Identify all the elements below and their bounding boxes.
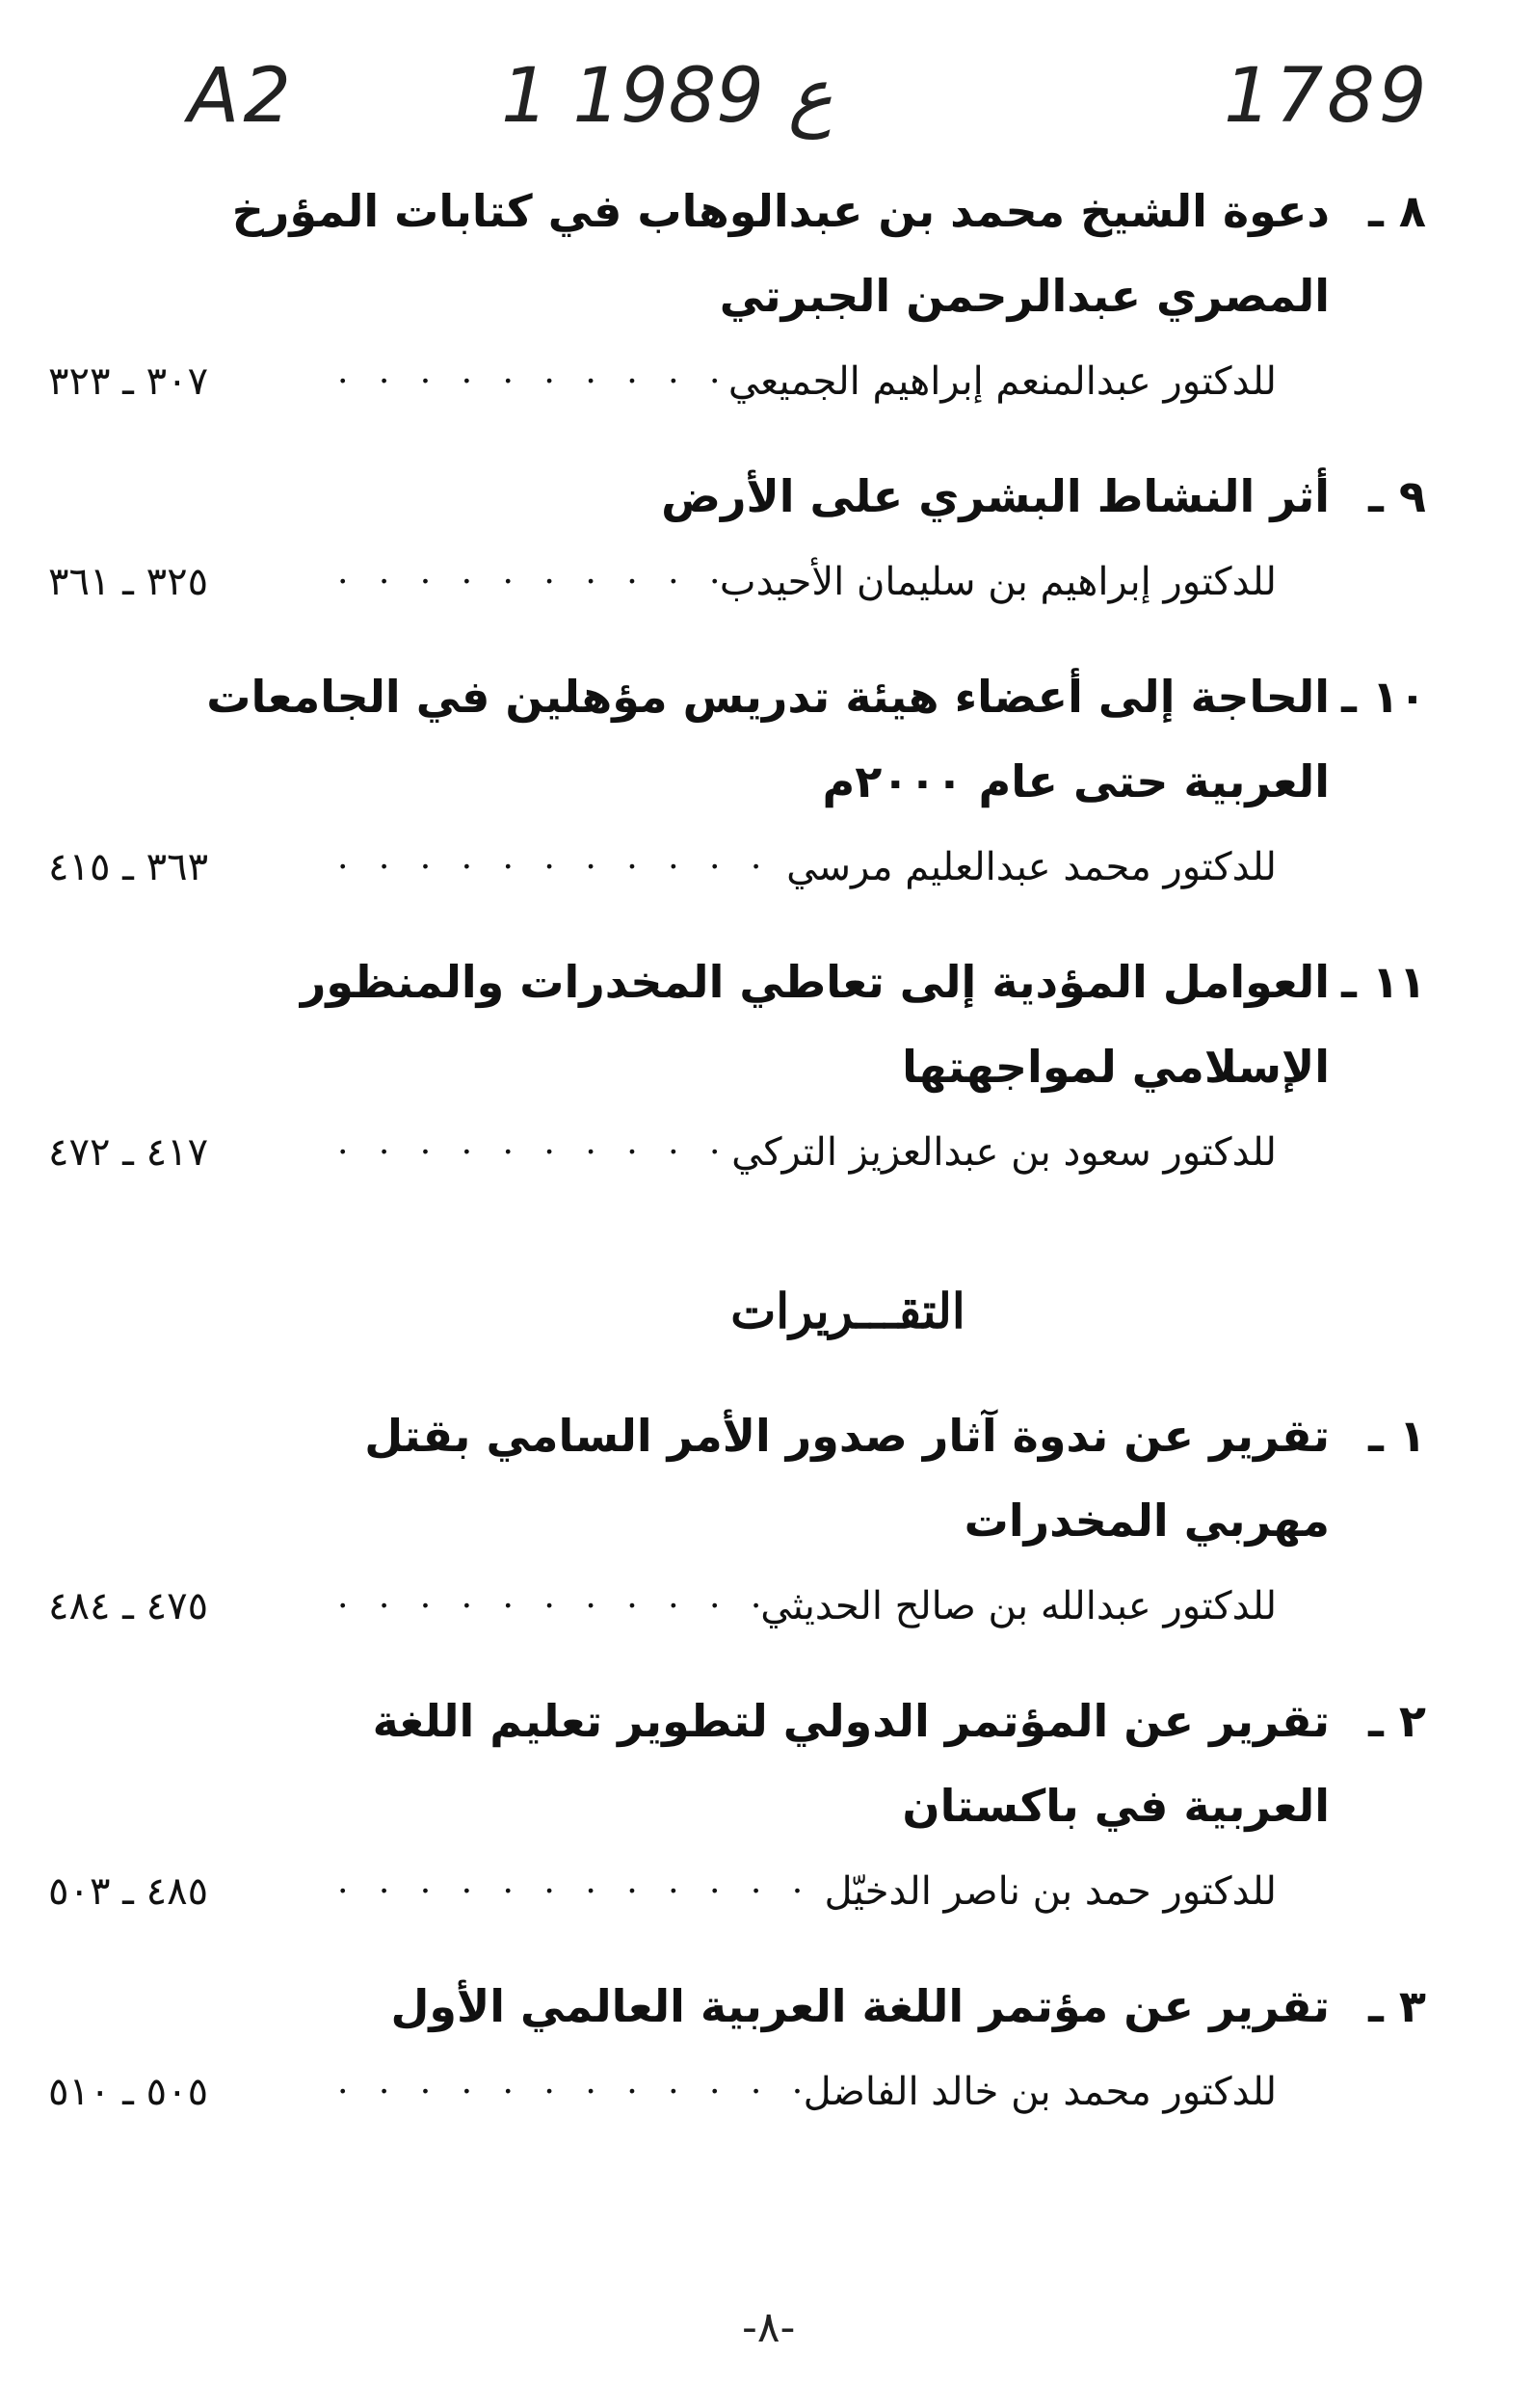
entry-pages: ٣٢٥ ـ ٣٦١ xyxy=(48,560,209,604)
entry-title-continued: المصري عبدالرحمن الجبرتي xyxy=(719,270,1330,322)
entry-pages: ٤١٧ ـ ٤٧٢ xyxy=(48,1130,209,1175)
entry-pages: ٣٦٣ ـ ٤١٥ xyxy=(48,845,209,889)
entry-title-line xyxy=(48,1964,1426,2049)
entry-author: للدكتور عبدالمنعم إبراهيم الجميعي xyxy=(727,359,1277,404)
leader-dots: . . . . . . . . . . xyxy=(337,352,730,391)
entry-author-line xyxy=(48,1109,1426,1196)
leader-dots: . . . . . . . . . . . . xyxy=(337,1862,813,1901)
entry-number: ٩ ـ xyxy=(1368,470,1426,522)
entry-number: ٨ ـ xyxy=(1368,185,1426,237)
entry-pages: ٣٠٧ ـ ٣٢٣ xyxy=(48,359,209,404)
entry-pages: ٥٠٥ ـ ٥١٠ xyxy=(48,2070,209,2114)
entry-title: أثر النشاط البشري على الأرض xyxy=(661,470,1330,522)
entry-title-continued: مهربي المخدرات xyxy=(964,1495,1330,1547)
table-of-contents xyxy=(48,169,1426,2135)
entry-author-line xyxy=(48,539,1426,625)
entry-author: للدكتور محمد عبدالعليم مرسي xyxy=(786,845,1277,889)
toc-entry-11 xyxy=(48,939,1426,1196)
entry-title-line xyxy=(48,1763,1426,1848)
handwritten-code-middle: 1 ع 1989 xyxy=(501,53,833,140)
leader-dots: . . . . . . . . . . . . xyxy=(337,2062,813,2102)
entry-number: ٢ ـ xyxy=(1368,1695,1426,1747)
entry-author: للدكتور إبراهيم بن سليمان الأحيدب xyxy=(719,560,1277,604)
entry-author: للدكتور عبدالله بن صالح الحديثي xyxy=(760,1584,1277,1628)
entry-title-continued: الإسلامي لمواجهتها xyxy=(902,1041,1330,1093)
toc-entry-10 xyxy=(48,654,1426,911)
entry-title-line xyxy=(48,1478,1426,1563)
leader-dots: . . . . . . . . . . . xyxy=(337,1576,772,1616)
report-entry-2 xyxy=(48,1679,1426,1935)
toc-entry-8 xyxy=(48,169,1426,425)
leader-dots: . . . . . . . . . . xyxy=(337,1123,730,1162)
entry-title-continued: العربية حتى عام ٢٠٠٠م xyxy=(822,755,1330,807)
toc-entry-9 xyxy=(48,454,1426,625)
entry-author-line xyxy=(48,824,1426,911)
report-entry-3 xyxy=(48,1964,1426,2135)
entry-title-continued: العربية في باكستان xyxy=(902,1780,1330,1832)
entry-title-line xyxy=(48,654,1426,739)
entry-title-line xyxy=(48,1679,1426,1763)
leader-dots: . . . . . . . . . . . xyxy=(337,837,772,877)
entry-title-line xyxy=(48,1393,1426,1478)
section-heading-reports: التقـــريرات xyxy=(730,1283,965,1339)
entry-author: للدكتور محمد بن خالد الفاضل xyxy=(803,2070,1277,2114)
entry-title: العوامل المؤدية إلى تعاطي المخدرات والمنظور xyxy=(300,956,1330,1008)
entry-author-line xyxy=(48,2049,1426,2135)
entry-number: ٣ ـ xyxy=(1368,1980,1426,2032)
leader-dots: . . . . . . . . . . xyxy=(337,552,730,592)
entry-number: ١ ـ xyxy=(1368,1410,1426,1462)
page-number: -٨- xyxy=(742,2303,796,2352)
entry-title: تقرير عن المؤتمر الدولي لتطوير تعليم اللغة xyxy=(372,1695,1330,1747)
entry-title-line xyxy=(48,1024,1426,1109)
entry-title-line xyxy=(48,169,1426,253)
entry-title-line xyxy=(48,939,1426,1024)
entry-title: تقرير عن مؤتمر اللغة العربية العالمي الأول xyxy=(390,1980,1330,2032)
entry-title: الحاجة إلى أعضاء هيئة تدريس مؤهلين في الجامعات xyxy=(206,671,1330,723)
entry-author-line xyxy=(48,1848,1426,1935)
entry-pages: ٤٧٥ ـ ٤٨٤ xyxy=(48,1584,209,1628)
entry-title-line xyxy=(48,454,1426,539)
entry-pages: ٤٨٥ ـ ٥٠٣ xyxy=(48,1869,209,1914)
entry-title: تقرير عن ندوة آثار صدور الأمر السامي بقتل xyxy=(364,1410,1330,1462)
entry-title-line xyxy=(48,739,1426,824)
entry-number: ١٠ ـ xyxy=(1341,671,1426,723)
entry-title-line xyxy=(48,253,1426,338)
handwritten-code-left: A2 xyxy=(188,53,295,140)
entry-author-line xyxy=(48,338,1426,425)
entry-author: للدكتور حمد بن ناصر الدخيّل xyxy=(824,1869,1277,1914)
entry-title: دعوة الشيخ محمد بن عبدالوهاب في كتابات المؤرخ xyxy=(231,185,1330,237)
entry-author: للدكتور سعود بن عبدالعزيز التركي xyxy=(731,1130,1277,1175)
entry-author-line xyxy=(48,1563,1426,1650)
handwritten-code-right: 1789 xyxy=(1224,53,1431,140)
report-entry-1 xyxy=(48,1393,1426,1650)
entry-number: ١١ ـ xyxy=(1341,956,1426,1008)
